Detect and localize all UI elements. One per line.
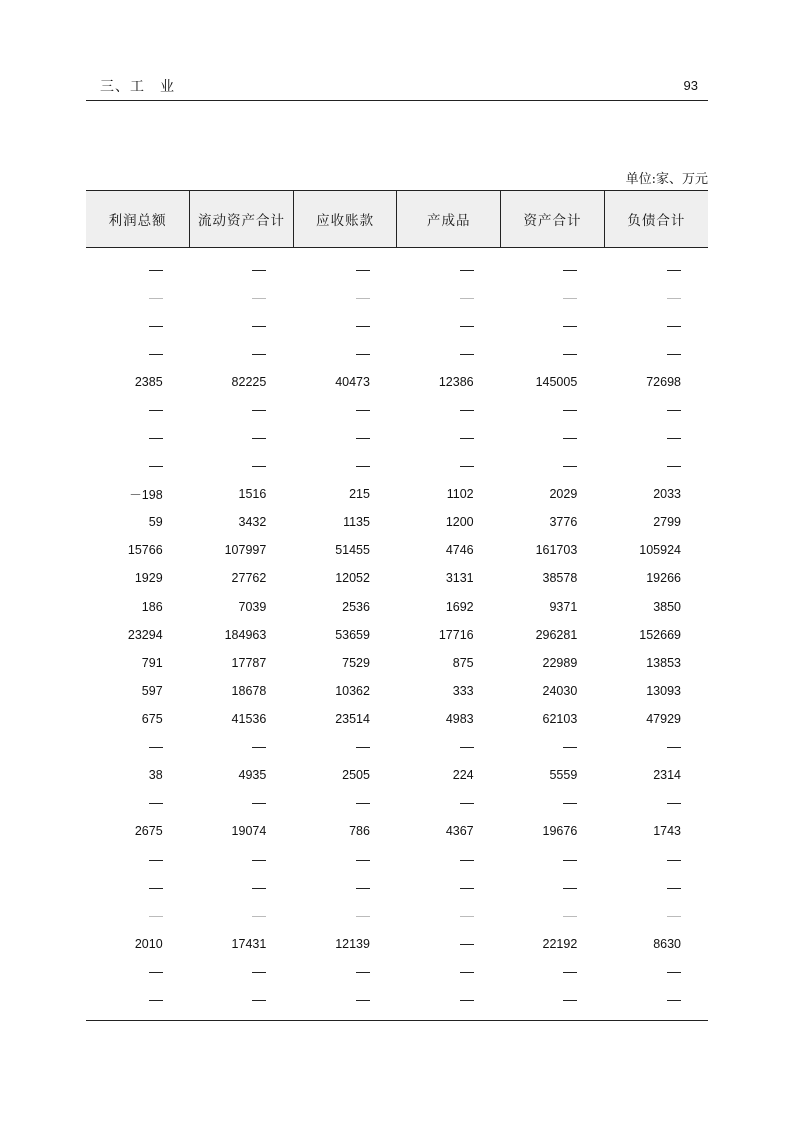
- table-cell: 13853: [646, 655, 681, 670]
- table-cell: [604, 986, 708, 1014]
- dash-mark: [252, 888, 266, 889]
- table-cell: －198: [129, 488, 163, 503]
- dash-mark: [460, 944, 474, 945]
- table-row: [86, 761, 708, 789]
- table-row: [86, 396, 708, 424]
- dash-mark: [252, 916, 266, 917]
- table-cell: 3850: [653, 599, 681, 614]
- dash-mark: [149, 438, 163, 439]
- dash-mark: [356, 270, 370, 271]
- table-cell: [86, 902, 190, 930]
- table-cell: [397, 873, 501, 901]
- table-cell: [190, 873, 294, 901]
- table-cell: [293, 733, 397, 761]
- table-row: [86, 480, 708, 508]
- dash-mark: [252, 803, 266, 804]
- table-row: [86, 930, 708, 958]
- dash-mark: [149, 1000, 163, 1001]
- table-cell: 3776: [549, 515, 578, 530]
- dash-mark: [356, 860, 370, 861]
- dash-mark: [252, 410, 266, 411]
- table-cell: 224: [452, 768, 474, 783]
- table-cell: [190, 396, 294, 424]
- page-number: 93: [683, 78, 698, 93]
- table-cell: [604, 845, 708, 873]
- table-row: [86, 733, 708, 761]
- table-cell: [190, 986, 294, 1014]
- dash-mark: [667, 916, 681, 917]
- table-cell: 2505: [342, 768, 370, 783]
- table-cell: 2010: [134, 936, 163, 951]
- table-cell: [397, 958, 501, 986]
- table-cell: [86, 396, 190, 424]
- column-header: 负债合计: [604, 191, 708, 248]
- table-cell: 4746: [445, 543, 474, 558]
- table-cell: 53659: [335, 627, 370, 642]
- dash-mark: [667, 747, 681, 748]
- table-cell: [293, 986, 397, 1014]
- table-cell: [397, 930, 501, 958]
- dash-mark: [356, 410, 370, 411]
- unit-label: 单位:家、万元: [625, 172, 708, 187]
- dash-mark: [460, 888, 474, 889]
- dash-mark: [252, 860, 266, 861]
- table-cell: 296281: [535, 627, 578, 642]
- table-cell: 4935: [238, 768, 267, 783]
- data-table: [86, 190, 708, 1014]
- dash-mark: [667, 410, 681, 411]
- dash-mark: [460, 860, 474, 861]
- table-cell: 7039: [238, 599, 267, 614]
- table-row: [86, 902, 708, 930]
- table-cell: 2536: [342, 599, 370, 614]
- table-cell: 12386: [438, 374, 474, 389]
- dash-mark: [149, 298, 163, 299]
- dash-mark: [667, 326, 681, 327]
- table-cell: [86, 312, 190, 340]
- dash-mark: [563, 326, 577, 327]
- table-cell: [501, 873, 605, 901]
- table-cell: 41536: [231, 711, 267, 726]
- table-cell: [604, 789, 708, 817]
- table-cell: [501, 789, 605, 817]
- dash-mark: [149, 803, 163, 804]
- table-row: [86, 677, 708, 705]
- table-cell: [190, 312, 294, 340]
- table-row: [86, 340, 708, 368]
- table-cell: [397, 312, 501, 340]
- dash-mark: [356, 888, 370, 889]
- table-cell: [86, 789, 190, 817]
- table-cell: [86, 248, 190, 284]
- table-cell: 51455: [335, 543, 370, 558]
- dash-mark: [356, 972, 370, 973]
- dash-mark: [460, 326, 474, 327]
- bottom-rule: [86, 1020, 708, 1021]
- dash-mark: [252, 270, 266, 271]
- table-row: [86, 845, 708, 873]
- dash-mark: [356, 326, 370, 327]
- dash-mark: [149, 916, 163, 917]
- table-cell: [501, 902, 605, 930]
- table-cell: [397, 284, 501, 312]
- table-cell: [293, 284, 397, 312]
- table-cell: [397, 396, 501, 424]
- table-cell: 8630: [653, 936, 681, 951]
- table-cell: [293, 312, 397, 340]
- table-cell: [190, 248, 294, 284]
- table-cell: [190, 733, 294, 761]
- dash-mark: [356, 438, 370, 439]
- table-cell: 40473: [335, 374, 370, 389]
- table-cell: [86, 424, 190, 452]
- table-cell: 13093: [646, 683, 681, 698]
- dash-mark: [563, 1000, 577, 1001]
- dash-mark: [563, 747, 577, 748]
- dash-mark: [563, 972, 577, 973]
- table-cell: 2314: [653, 768, 681, 783]
- table-row: [86, 284, 708, 312]
- table-cell: 19074: [231, 824, 267, 839]
- section-title: 三、工 业: [100, 79, 175, 95]
- table-cell: [397, 845, 501, 873]
- table-header-row: [86, 191, 708, 248]
- dash-mark: [460, 747, 474, 748]
- table-row: [86, 368, 708, 396]
- dash-mark: [252, 972, 266, 973]
- dash-mark: [460, 916, 474, 917]
- dash-mark: [460, 1000, 474, 1001]
- table-cell: 38578: [542, 571, 578, 586]
- dash-mark: [563, 410, 577, 411]
- table-cell: [604, 452, 708, 480]
- dash-mark: [460, 803, 474, 804]
- table-cell: 2799: [653, 515, 681, 530]
- dash-mark: [149, 326, 163, 327]
- table-cell: [293, 958, 397, 986]
- dash-mark: [149, 410, 163, 411]
- dash-mark: [667, 888, 681, 889]
- dash-mark: [667, 972, 681, 973]
- dash-mark: [252, 438, 266, 439]
- table-cell: [293, 340, 397, 368]
- table-cell: 7529: [342, 655, 370, 670]
- table-cell: 2675: [134, 824, 163, 839]
- dash-mark: [149, 888, 163, 889]
- table-cell: 161703: [535, 543, 578, 558]
- running-header: [86, 76, 708, 101]
- dash-mark: [356, 354, 370, 355]
- table-row: [86, 621, 708, 649]
- dash-mark: [356, 1000, 370, 1001]
- dash-mark: [460, 270, 474, 271]
- column-header: 资产合计: [501, 191, 605, 248]
- table-cell: [86, 452, 190, 480]
- table-cell: 24030: [542, 683, 578, 698]
- dash-mark: [667, 860, 681, 861]
- table-row: [86, 452, 708, 480]
- table-cell: 23294: [127, 627, 163, 642]
- dash-mark: [356, 803, 370, 804]
- table-cell: [293, 873, 397, 901]
- dash-mark: [667, 1000, 681, 1001]
- table-cell: 675: [141, 711, 163, 726]
- table-cell: [501, 284, 605, 312]
- dash-mark: [149, 466, 163, 467]
- table-cell: 107997: [224, 543, 267, 558]
- dash-mark: [667, 270, 681, 271]
- table-cell: [86, 986, 190, 1014]
- table-cell: [293, 789, 397, 817]
- table-cell: [397, 340, 501, 368]
- dash-mark: [252, 1000, 266, 1001]
- table-cell: 22192: [542, 936, 578, 951]
- table-cell: 17431: [231, 936, 267, 951]
- table-row: [86, 958, 708, 986]
- dash-mark: [460, 972, 474, 973]
- table-cell: [501, 845, 605, 873]
- dash-mark: [252, 326, 266, 327]
- dash-mark: [667, 298, 681, 299]
- dash-mark: [149, 747, 163, 748]
- table-cell: [86, 845, 190, 873]
- table-row: [86, 536, 708, 564]
- dash-mark: [667, 466, 681, 467]
- table-cell: [604, 958, 708, 986]
- table-cell: [604, 873, 708, 901]
- table-cell: [190, 845, 294, 873]
- table-cell: [604, 424, 708, 452]
- table-cell: [397, 424, 501, 452]
- table-cell: 2033: [653, 487, 681, 502]
- table-cell: 3131: [445, 571, 474, 586]
- table-cell: 1102: [446, 487, 474, 502]
- table-cell: [501, 986, 605, 1014]
- table-cell: [397, 248, 501, 284]
- column-header: 流动资产合计: [190, 191, 294, 248]
- table-cell: 875: [452, 655, 474, 670]
- column-header: 利润总额: [86, 191, 190, 248]
- table-cell: [604, 733, 708, 761]
- table-cell: 17716: [438, 627, 474, 642]
- table-cell: [604, 340, 708, 368]
- table-cell: 5559: [549, 768, 578, 783]
- table-cell: 2029: [549, 487, 578, 502]
- table-cell: 27762: [231, 571, 267, 586]
- table-cell: [190, 789, 294, 817]
- table-cell: [501, 312, 605, 340]
- table-cell: 62103: [542, 711, 578, 726]
- table-cell: [501, 424, 605, 452]
- table-cell: [190, 284, 294, 312]
- table-cell: 1929: [134, 571, 163, 586]
- dash-mark: [356, 466, 370, 467]
- dash-mark: [563, 916, 577, 917]
- table-cell: 22989: [542, 655, 578, 670]
- dash-mark: [460, 410, 474, 411]
- table-row: [86, 817, 708, 845]
- data-table-wrapper: [86, 190, 708, 1014]
- table-cell: [293, 424, 397, 452]
- table-row: [86, 424, 708, 452]
- dash-mark: [149, 972, 163, 973]
- table-cell: 19266: [646, 571, 681, 586]
- table-cell: [86, 873, 190, 901]
- table-row: [86, 986, 708, 1014]
- dash-mark: [356, 747, 370, 748]
- dash-mark: [460, 466, 474, 467]
- column-header: 应收账款: [293, 191, 397, 248]
- table-row: [86, 873, 708, 901]
- dash-mark: [252, 747, 266, 748]
- table-row: [86, 312, 708, 340]
- table-cell: [86, 340, 190, 368]
- table-cell: [397, 789, 501, 817]
- dash-mark: [563, 438, 577, 439]
- table-cell: 19676: [542, 824, 578, 839]
- table-cell: [604, 312, 708, 340]
- table-cell: [501, 452, 605, 480]
- dash-mark: [563, 803, 577, 804]
- table-cell: 1743: [653, 824, 681, 839]
- table-cell: 38: [148, 768, 163, 783]
- table-cell: 145005: [535, 374, 578, 389]
- table-cell: 12139: [335, 936, 370, 951]
- table-cell: 786: [349, 824, 370, 839]
- table-cell: 791: [141, 655, 163, 670]
- dash-mark: [460, 298, 474, 299]
- dash-mark: [252, 466, 266, 467]
- table-row: [86, 508, 708, 536]
- table-cell: 1516: [238, 487, 267, 502]
- dash-mark: [667, 354, 681, 355]
- dash-mark: [356, 298, 370, 299]
- table-row: [86, 593, 708, 621]
- table-cell: [397, 733, 501, 761]
- dash-mark: [149, 860, 163, 861]
- table-cell: [604, 396, 708, 424]
- column-header: 产成品: [397, 191, 501, 248]
- table-cell: 9371: [549, 599, 578, 614]
- table-body: [86, 248, 708, 1014]
- table-cell: 1135: [343, 515, 370, 530]
- table-cell: 3432: [238, 515, 267, 530]
- table-cell: [501, 340, 605, 368]
- table-cell: 10362: [335, 683, 370, 698]
- table-cell: 105924: [639, 543, 681, 558]
- table-cell: 72698: [646, 374, 681, 389]
- table-cell: [604, 902, 708, 930]
- table-row: [86, 789, 708, 817]
- table-cell: [190, 452, 294, 480]
- table-cell: [86, 284, 190, 312]
- table-cell: 59: [148, 515, 163, 530]
- dash-mark: [252, 298, 266, 299]
- dash-mark: [252, 354, 266, 355]
- dash-mark: [563, 270, 577, 271]
- table-cell: 15766: [127, 543, 163, 558]
- table-row: [86, 564, 708, 592]
- dash-mark: [460, 354, 474, 355]
- dash-mark: [460, 438, 474, 439]
- table-cell: 18678: [231, 683, 267, 698]
- dash-mark: [563, 354, 577, 355]
- dash-mark: [356, 916, 370, 917]
- table-cell: 152669: [639, 627, 681, 642]
- table-cell: 1200: [445, 515, 474, 530]
- table-cell: [501, 248, 605, 284]
- table-cell: 4983: [445, 711, 474, 726]
- dash-mark: [667, 438, 681, 439]
- table-cell: [604, 248, 708, 284]
- table-cell: [293, 902, 397, 930]
- table-cell: 333: [452, 683, 474, 698]
- dash-mark: [563, 298, 577, 299]
- table-row: [86, 649, 708, 677]
- table-cell: 23514: [335, 711, 370, 726]
- table-cell: 186: [141, 599, 163, 614]
- table-cell: 215: [349, 487, 370, 502]
- table-cell: [190, 340, 294, 368]
- table-cell: [397, 452, 501, 480]
- table-cell: [190, 424, 294, 452]
- table-row: [86, 248, 708, 284]
- dash-mark: [667, 803, 681, 804]
- table-cell: 2385: [134, 374, 163, 389]
- table-cell: [501, 958, 605, 986]
- table-cell: 17787: [231, 655, 267, 670]
- dash-mark: [149, 270, 163, 271]
- dash-mark: [563, 466, 577, 467]
- table-cell: [397, 902, 501, 930]
- table-cell: 184963: [224, 627, 267, 642]
- table-cell: [293, 452, 397, 480]
- table-cell: 82225: [231, 374, 267, 389]
- table-cell: [86, 733, 190, 761]
- table-cell: 597: [141, 683, 163, 698]
- table-cell: [190, 958, 294, 986]
- dash-mark: [563, 860, 577, 861]
- table-row: [86, 705, 708, 733]
- table-cell: [604, 284, 708, 312]
- table-cell: [293, 248, 397, 284]
- table-cell: [293, 396, 397, 424]
- dash-mark: [149, 354, 163, 355]
- table-cell: 12052: [335, 571, 370, 586]
- table-cell: [501, 733, 605, 761]
- table-cell: 47929: [646, 711, 681, 726]
- table-cell: [190, 902, 294, 930]
- table-cell: [293, 845, 397, 873]
- dash-mark: [563, 888, 577, 889]
- table-cell: [86, 958, 190, 986]
- table-cell: [501, 396, 605, 424]
- table-cell: [397, 986, 501, 1014]
- table-cell: 4367: [445, 824, 474, 839]
- table-cell: 1692: [445, 599, 474, 614]
